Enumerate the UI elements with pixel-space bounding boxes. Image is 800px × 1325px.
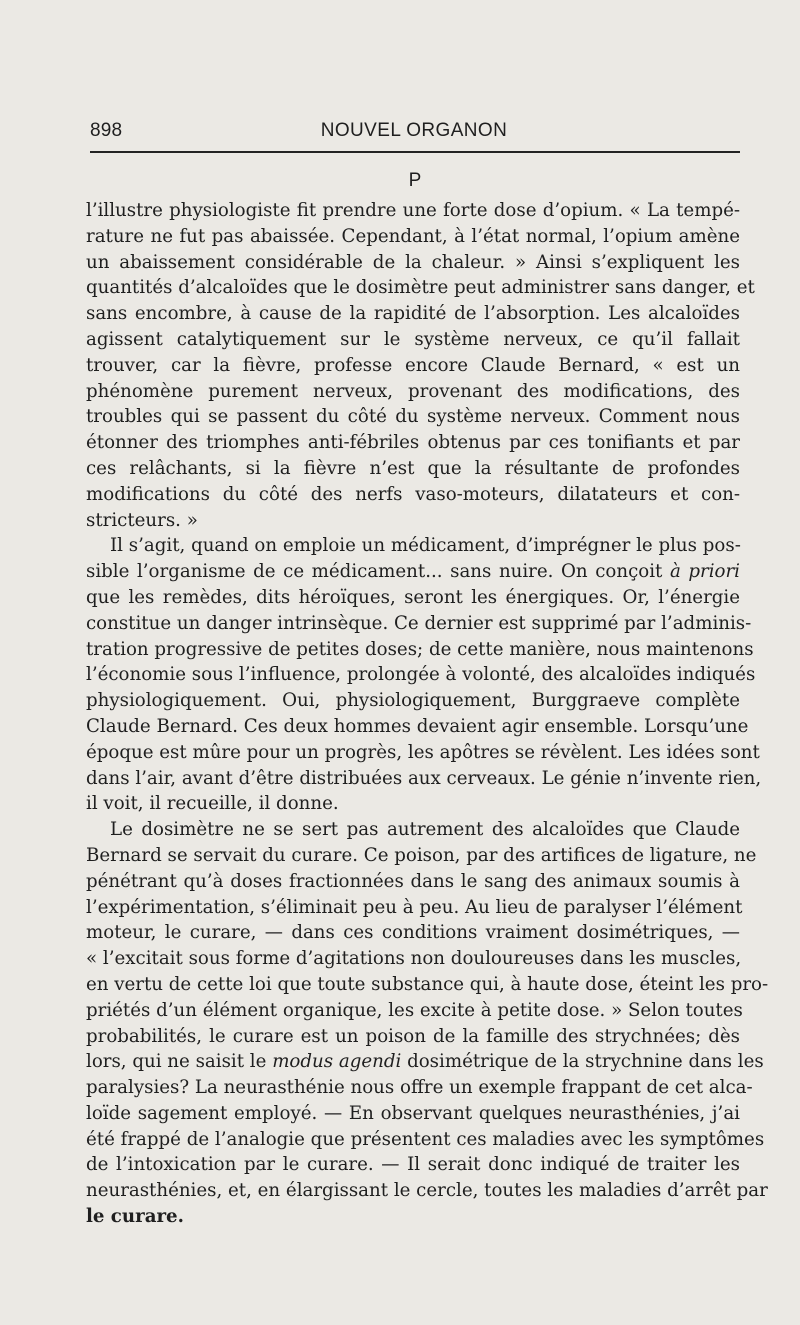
text-line: troubles qui se passent du côté du système nerveux. Comment nous	[86, 406, 740, 428]
italic-modus-agendi: modus agendi	[272, 1051, 402, 1073]
text-line: trouver, car la fièvre, professe encore Claude Bernard, « est un	[86, 354, 740, 376]
text-line: ces relâchants, si la fièvre n’est que la résultante de profondes	[86, 457, 740, 479]
italic-a-priori: à priori	[669, 561, 740, 583]
text-line: priétés d’un élément organique, les excite à petite dose. » Selon toutes	[86, 999, 743, 1021]
text-line: modifications du côté des nerfs vaso-moteurs, dilatateurs et con-	[86, 483, 740, 505]
text-line: l’illustre physiologiste fit prendre une forte dose d’opium. « La tempé-	[86, 200, 740, 221]
text-line: pénétrant qu’à doses fractionnées dans le sang des animaux soumis à	[86, 870, 740, 892]
text-line: paralysies? La neurasthénie nous offre un exemple frappant de cet alca-	[86, 1077, 753, 1099]
header-rule	[90, 151, 740, 153]
text-line: moteur, le curare, — dans ces conditions vraiment dosimétriques, —	[86, 922, 740, 944]
text-line: tration progressive de petites doses; de cette manière, nous maintenons	[86, 638, 754, 660]
body-text	[86, 198, 769, 1230]
text-line: rature ne fut pas abaissée. Cependant, à l’état normal, l’opium amène	[86, 225, 740, 247]
text-line: phénomène purement nerveux, provenant des modifications, des	[86, 380, 740, 402]
text-fragment: dosimétrique de la strychnine dans les	[407, 1051, 764, 1073]
text-fragment: sible l’organisme de ce médicament... sans nuire. On conçoit	[86, 561, 663, 583]
text-line: de l’intoxication par le curare. — Il serait donc indiqué de traiter les	[86, 1154, 740, 1176]
text-line: époque est mûre pour un progrès, les apôtres se révèlent. Les idées sont	[86, 741, 760, 763]
text-line: le curare.	[86, 1206, 184, 1228]
text-line: l’expérimentation, s’éliminait peu à peu. Au lieu de paralyser l’élément	[86, 896, 743, 918]
text-line: agissent catalytiquement sur le système nerveux, ce qu’il fallait	[86, 328, 740, 350]
text-line: « l’excitait sous forme d’agitations non douloureuses dans les muscles,	[86, 948, 742, 970]
text-line: l’économie sous l’influence, prolongée à volonté, des alcaloïdes indiqués	[86, 664, 756, 686]
text-line: un abaissement considérable de la chaleur. » Ainsi s’expliquent les	[86, 251, 740, 273]
text-line: été frappé de l’analogie que présentent ces maladies avec les symptômes	[86, 1128, 765, 1150]
text-line: étonner des triomphes anti-fébriles obtenus par ces tonifiants et par	[86, 432, 740, 454]
text-line: constitue un danger intrinsèque. Ce dernier est supprimé par l’adminis-	[86, 612, 752, 634]
text-line: loïde sagement employé. — En observant quelques neurasthénies, j’ai	[86, 1102, 740, 1124]
page-header	[90, 120, 738, 144]
text-line: probabilités, le curare est un poison de la famille des strychnées; dès	[86, 1025, 740, 1047]
text-line: que les remèdes, dits héroïques, seront les énergiques. Or, l’énergie	[86, 586, 740, 608]
page-number: 898	[90, 120, 123, 141]
text-line: dans l’air, avant d’être distribuées aux cerveaux. Le génie n’invente rien,	[86, 767, 762, 789]
text-line: en vertu de cette loi que toute substance qui, à haute dose, éteint les pro-	[86, 973, 769, 995]
text-line: Bernard se servait du curare. Ce poison, par des artifices de ligature, ne	[86, 844, 757, 866]
text-line: physiologiquement. Oui, physiologiquement, Burggraeve complète	[86, 690, 740, 712]
running-title: NOUVEL ORGANON	[320, 120, 508, 141]
text-line: Le dosimètre ne se sert pas autrement des alcaloïdes que Claude	[110, 819, 740, 841]
text-line: quantités d’alcaloïdes que le dosimètre peut administrer sans danger, et	[86, 277, 755, 299]
text-line: il voit, il recueille, il donne.	[86, 793, 339, 815]
text-line	[86, 559, 740, 585]
text-line: neurasthénies, et, en élargissant le cercle, toutes les maladies d’arrêt par	[86, 1180, 768, 1202]
text-fragment: lors, qui ne saisit le	[86, 1051, 267, 1073]
text-line: Claude Bernard. Ces deux hommes devaient agir ensemble. Lorsqu’une	[86, 715, 749, 737]
text-line: stricteurs. »	[86, 509, 198, 531]
section-letter: P	[408, 170, 422, 191]
text-line: sans encombre, à cause de la rapidité de l’absorption. Les alcaloïdes	[86, 303, 740, 325]
text-line: Il s’agit, quand on emploie un médicament, d’imprégner le plus pos-	[110, 535, 741, 557]
text-line	[86, 1049, 764, 1075]
